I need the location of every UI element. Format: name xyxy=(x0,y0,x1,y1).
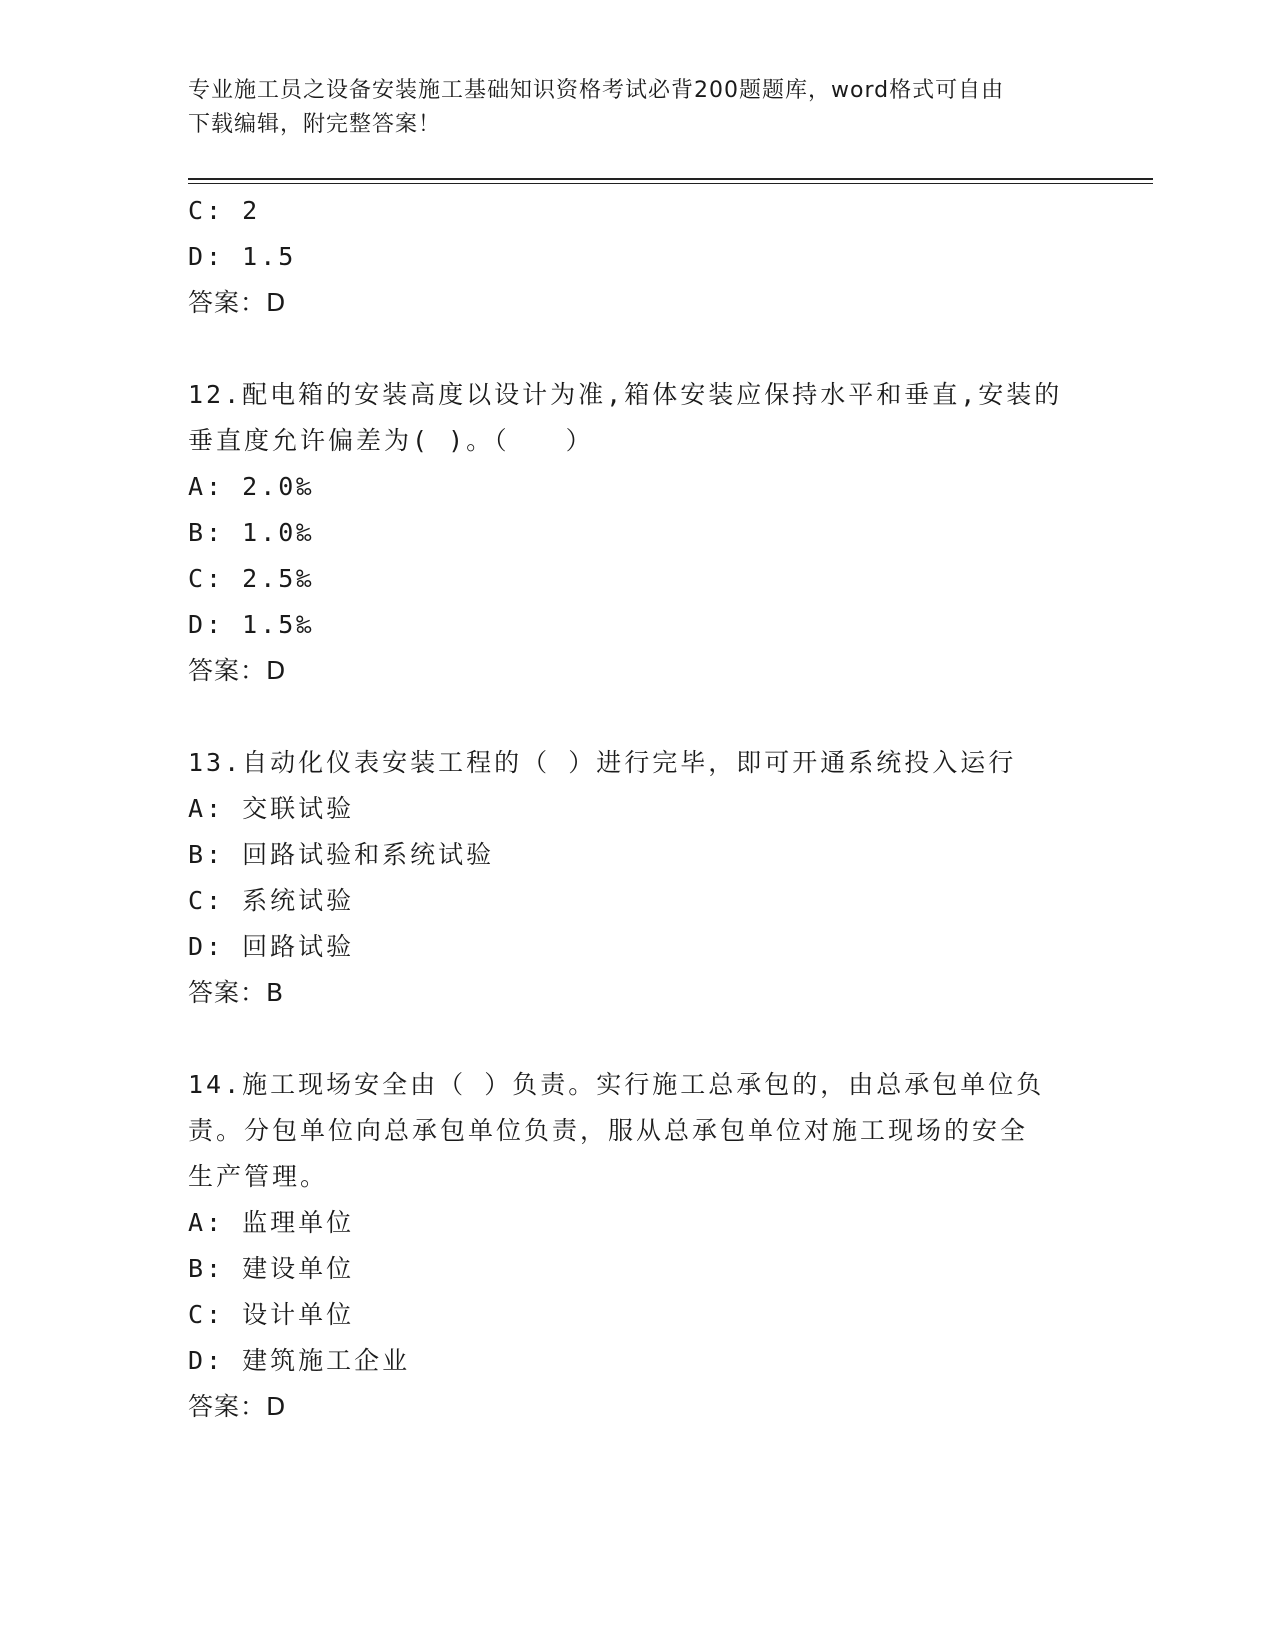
question-stem-line: 生产管理。 xyxy=(188,1162,329,1191)
question-13 xyxy=(188,740,1088,1016)
option-c: C: 设计单位 xyxy=(188,1300,355,1329)
option-a: A: 交联试验 xyxy=(188,794,355,823)
header-divider-thick xyxy=(188,178,1153,180)
header-line-1: 专业施工员之设备安装施工基础知识资格考试必背200题题库，word格式可自由 xyxy=(188,78,1005,103)
previous-question-tail xyxy=(188,188,1088,326)
option-b: B: 1.0‰ xyxy=(188,518,315,547)
question-stem-line: 责。分包单位向总承包单位负责，服从总承包单位对施工现场的安全 xyxy=(188,1116,1029,1145)
answer-line: 答案：D xyxy=(188,288,287,317)
question-stem-line: 12.配电箱的安装高度以设计为准,箱体安装应保持水平和垂直,安装的 xyxy=(188,380,1063,409)
answer-line: 答案：D xyxy=(188,1392,287,1421)
header-divider-thin xyxy=(188,183,1153,184)
question-stem-line: 垂直度允许偏差为( )。（ ） xyxy=(188,426,594,455)
question-stem-line: 14.施工现场安全由（ ）负责。实行施工总承包的，由总承包单位负 xyxy=(188,1070,1045,1099)
option-d: D: 建筑施工企业 xyxy=(188,1346,411,1375)
question-14 xyxy=(188,1062,1088,1430)
option-c: C: 2.5‰ xyxy=(188,564,315,593)
option-a: A: 监理单位 xyxy=(188,1208,355,1237)
answer-line: 答案：D xyxy=(188,656,287,685)
question-12 xyxy=(188,372,1088,694)
header-line-2: 下载编辑，附完整答案！ xyxy=(188,112,442,137)
answer-line: 答案：B xyxy=(188,978,285,1007)
question-stem-line: 13.自动化仪表安装工程的（ ）进行完毕，即可开通系统投入运行 xyxy=(188,748,1017,777)
option-b: B: 建设单位 xyxy=(188,1254,355,1283)
option-b: B: 回路试验和系统试验 xyxy=(188,840,495,869)
option-d: D: 回路试验 xyxy=(188,932,355,961)
option-d: D: 1.5 xyxy=(188,242,297,271)
option-d: D: 1.5‰ xyxy=(188,610,315,639)
option-c: C: 2 xyxy=(188,196,261,225)
document-header xyxy=(188,74,1088,142)
option-c: C: 系统试验 xyxy=(188,886,355,915)
option-a: A: 2.0‰ xyxy=(188,472,315,501)
question-list xyxy=(188,188,1088,1430)
